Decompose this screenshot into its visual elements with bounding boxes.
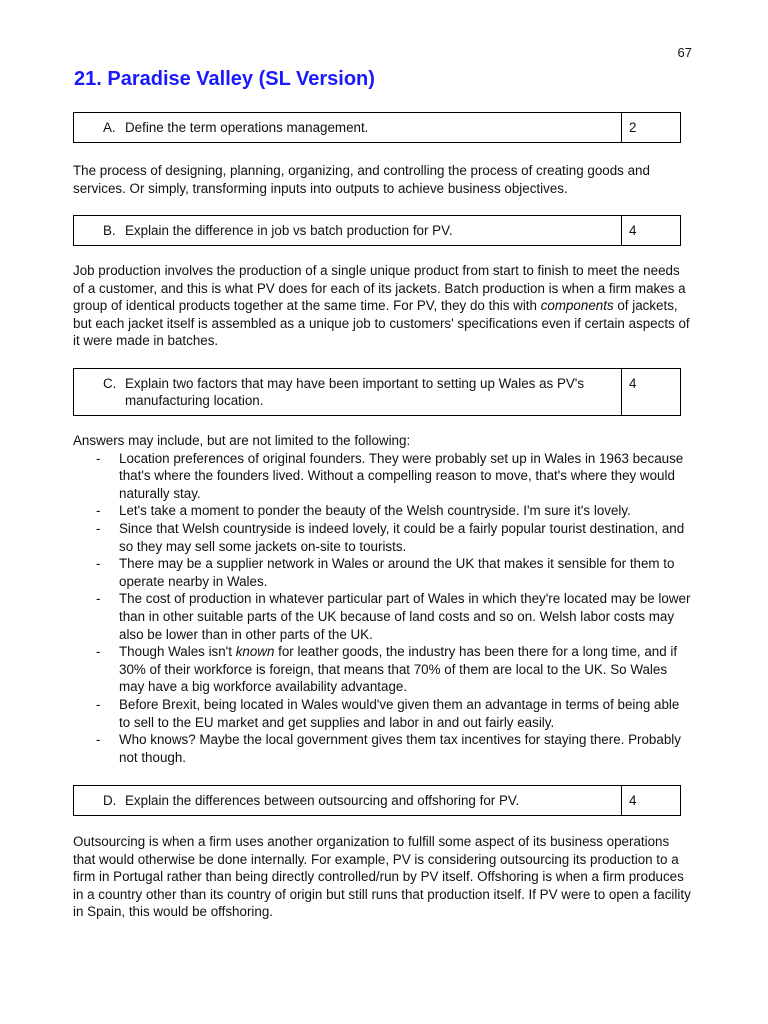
question-c-letter: C. xyxy=(103,376,117,391)
list-item-text: There may be a supplier network in Wales or around the UK that makes it sensible for them to operate nearby in Wales. xyxy=(119,556,675,589)
question-b-text: Explain the difference in job vs batch production for PV. xyxy=(125,223,453,238)
answer-b-emphasis: components xyxy=(540,298,614,314)
answer-c-intro: Answers may include, but are not limited to the following: xyxy=(73,433,411,448)
known-emphasis: known xyxy=(235,644,275,660)
list-item xyxy=(73,696,693,731)
list-item xyxy=(73,643,693,696)
question-b-letter: B. xyxy=(103,223,116,238)
list-item xyxy=(73,555,693,590)
answer-b-part-1: Job production involves the production of a single unique product from start to finish to meet the needs of a customer, and this is what PV does for each of its jackets. Batch production is when a firm makes a group of identical products together at the same time. For PV, they do this with xyxy=(73,263,686,314)
question-c-text: Explain two factors that may have been important to setting up Wales as PV's manufacturing location. xyxy=(125,376,585,408)
known-before: Though Wales isn't xyxy=(119,644,236,660)
bullet-dash: - xyxy=(96,503,101,519)
answer-c xyxy=(73,432,693,766)
list-item-text: Since that Welsh countryside is indeed lovely, it could be a fairly popular tourist destination, and so they may sell some jackets on-site to tourists. xyxy=(119,520,685,554)
question-d-prompt xyxy=(74,786,621,815)
list-item xyxy=(73,450,693,503)
question-b-marks: 4 xyxy=(621,216,680,245)
list-item xyxy=(73,590,693,643)
bullet-dash: - xyxy=(96,450,101,466)
page-title: 21. Paradise Valley (SL Version) xyxy=(74,68,375,90)
bullet-dash: - xyxy=(96,696,101,712)
list-item xyxy=(73,520,693,555)
list-item-text: Who knows? Maybe the local government gives them tax incentives for staying there. Probably not though. xyxy=(119,732,681,765)
question-d-text: Explain the differences between outsourcing and offshoring for PV. xyxy=(125,793,520,808)
question-c-marks: 4 xyxy=(621,369,680,415)
list-item xyxy=(73,502,693,520)
question-b-box xyxy=(73,215,681,246)
question-a-box xyxy=(73,112,681,143)
question-d-box xyxy=(73,785,681,816)
answer-b xyxy=(73,262,693,350)
list-item-text: Before Brexit, being located in Wales would've given them an advantage in terms of being able to sell to the EU market and get supplies and labor in and out fairly easily. xyxy=(119,696,680,730)
page-number: 67 xyxy=(677,45,692,60)
list-item-text: Let's take a moment to ponder the beauty of the Welsh countryside. I'm sure it's lovely. xyxy=(119,503,631,519)
question-c-box xyxy=(73,368,681,416)
known-after: for leather goods, the industry has been there for a long time, and if 30% of their workforce is foreign, that means that 70% of them are local to the UK. So Wales may have a big workforce availability advantage. xyxy=(119,644,678,695)
bullet-dash: - xyxy=(96,556,101,572)
answer-c-list xyxy=(73,450,693,767)
list-item-text xyxy=(119,643,693,696)
answer-a: The process of designing, planning, organizing, and controlling the process of creating goods and services. Or simply, transforming inputs into outputs to achieve business objectives. xyxy=(73,163,650,196)
question-a-letter: A. xyxy=(103,120,116,135)
bullet-dash: - xyxy=(96,644,101,660)
question-a-text: Define the term operations management. xyxy=(125,120,369,135)
list-item xyxy=(73,731,693,766)
question-d-marks: 4 xyxy=(621,786,680,815)
question-d-letter: D. xyxy=(103,793,117,808)
bullet-dash: - xyxy=(96,732,101,748)
answer-d: Outsourcing is when a firm uses another organization to fulfill some aspect of its business operations that would otherwise be done internally. For example, PV is considering outsourcing its production to a firm in Portugal rather than being directly controlled/run by PV itself. Offshoring is when a firm produces in a country other than its country of origin but still runs that production itself. If PV were to open a facility in Spain, this would be offshoring. xyxy=(73,834,691,920)
question-c-prompt xyxy=(74,369,621,415)
question-a-prompt xyxy=(74,113,621,142)
bullet-dash: - xyxy=(96,591,101,607)
answer-b-part-2: of jackets, but each jacket itself is assembled as a unique job to customers' specifications even if certain aspects of it were made in batches. xyxy=(73,298,690,349)
bullet-dash: - xyxy=(96,520,101,536)
list-item-text: Location preferences of original founders. They were probably set up in Wales in 1963 because that's where the founders lived. Without a compelling reason to move, that's where they would naturally stay. xyxy=(119,450,684,501)
list-item-text: The cost of production in whatever particular part of Wales in which they're located may be lower than in other suitable parts of the UK because of land costs and so on. Welsh labor costs may also be lower than in other parts of the UK. xyxy=(119,591,691,642)
question-b-prompt xyxy=(74,216,621,245)
question-a-marks: 2 xyxy=(621,113,680,142)
